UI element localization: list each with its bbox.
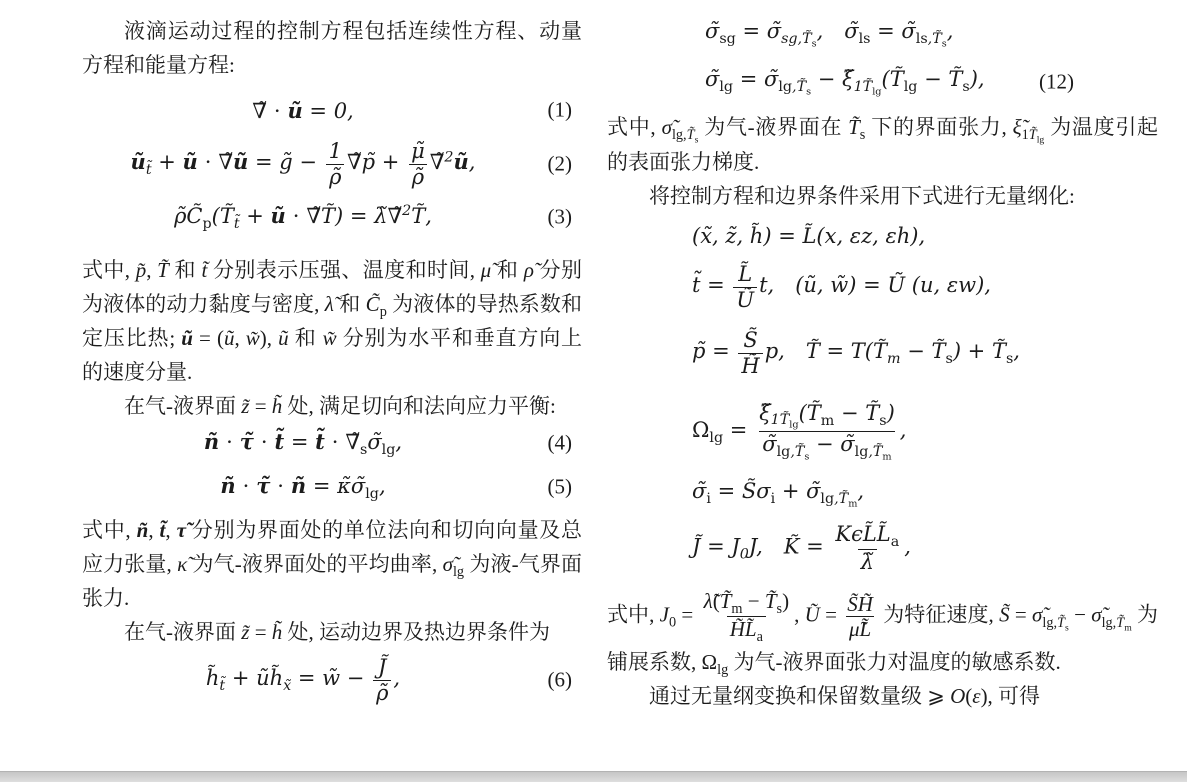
nondim-eq-1: (x̃, z̃, h̃) = L̃(x, εz, εh), bbox=[692, 224, 926, 249]
nondim-equation-coordinates bbox=[607, 221, 1158, 251]
equation-5-number: (5) bbox=[547, 474, 572, 499]
equation-12a: $\sigmã_{sg}$ = $\sigmã_{sg,T̃_s}$, $\sigmã_{ls}$ = $\sigmã_{ls,T̃_s}$, bbox=[705, 18, 954, 50]
paragraph-surface-tension-definitions: 式中, $\sigmã_{lg,T̃_s}$ 为气-液界面在 $T̃_s$ 下的界面张力, $\xĩ_{1T̃_{lg}}$ 为温度引起的表面张力梯度. bbox=[607, 115, 1159, 175]
paragraph-order-of-magnitude: 通过无量纲变换和保留数量级 ⩾ O(ε), 可得 bbox=[649, 683, 1041, 708]
paragraph-characteristic-quantities: 式中, $J_0$ = $\frac{\lambdã(T̃_m - T̃_s)}{H̃L̃_a}$ , Ũ = $\frac{S̃H̃}{\mũL̃}$ 为特征速度, S̃ = $\sigmã_{lg,T̃_s}$ − $\sigmã_{lg,T̃_m}$ 为铺展系数, $\Omega_{lg}$ 为气-液界面张力对温度的敏感系数. bbox=[607, 589, 1159, 678]
equation-1-number: (1) bbox=[547, 97, 572, 122]
equation-6-number: (6) bbox=[547, 667, 572, 692]
equation-3-number: (3) bbox=[547, 204, 572, 229]
equation-12a-row bbox=[607, 14, 1158, 54]
paragraph-symbol-definitions-1: 式中, p̃, T̃ 和 t̃ 分别表示压强、温度和时间, μ̃ 和 ρ̃ 分别为液体的动力黏度与密度, λ̃ 和 $C̃_p$ 为液体的导热系数和定压比热; ũ = (ũ, w̃), ũ 和 w̃ 分别为水平和垂直方向上的速度分量. bbox=[82, 258, 583, 384]
nondim-equation-pressure-temperature bbox=[607, 327, 1158, 379]
equation-2-number: (2) bbox=[547, 151, 572, 176]
equation-1: ∇̃ ⋅ ũ = 0, bbox=[252, 97, 354, 123]
equation-4: ñ ⋅ τ̃ ⋅ t̃ = t̃ ⋅ $\nablã_s\sigmã_{lg}$, bbox=[203, 428, 403, 458]
left-column bbox=[82, 0, 582, 782]
nondim-eq-3: p̃ = $\frac{S̃}{H̃}$ p, T̃ = $T(T̃_m$ − $T̃_s$) + $T̃_s$, bbox=[692, 328, 1020, 378]
equation-12-number: (12) bbox=[1039, 69, 1074, 94]
paragraph-governing-equations-intro: 液滴运动过程的控制方程包括连续性方程、动量方程和能量方程: bbox=[82, 19, 582, 77]
paragraph-boundary-conditions-intro: 在气-液界面 z̃ = h̃ 处, 运动边界及热边界条件为 bbox=[124, 620, 551, 644]
equation-1-row bbox=[82, 88, 582, 132]
equation-2-row bbox=[82, 136, 582, 192]
right-column bbox=[607, 0, 1158, 780]
nondim-equation-sigma bbox=[607, 477, 1158, 511]
equation-6: $h̃_{t̃}$ + $ũh̃_{x̃}$ = w̃ − $\frac{J̃}{\rhõ}$ , bbox=[205, 655, 401, 705]
equation-12b: $\sigmã_{lg}$ = $\sigmã_{lg,T̃_s}$ − $\xĩ_{1T̃_{lg}}(T̃_{lg}$ − $T̃_s$), bbox=[705, 66, 985, 98]
nondim-equation-omega bbox=[607, 395, 1158, 467]
equation-4-row bbox=[82, 423, 582, 463]
nondim-equation-J-K bbox=[607, 521, 1158, 575]
equation-12b-row bbox=[607, 62, 1158, 102]
equation-4-number: (4) bbox=[547, 430, 572, 455]
paragraph-symbol-definitions-2: 式中, ñ, t̃, τ̃ 分别为界面处的单位法向和切向向量及总应力张量, κ̃ 为气-液界面处的平均曲率, $\sigmã_{lg}$ 为液-气界面张力. bbox=[82, 518, 583, 610]
equation-3-row bbox=[82, 195, 582, 239]
equation-6-row bbox=[82, 651, 582, 709]
nondim-eq-2: t̃ = $\frac{L̃}{Ũ}$ t, (ũ, w̃) = Ũ (u, εw), bbox=[692, 262, 991, 312]
nondim-eq-6: J̃ = $J_0J$, K̃ = $\frac{K\epsilon L̃L̃_a}{\lambdã}$ , bbox=[692, 521, 911, 575]
nondim-eq-4: $\Omega_{lg}$ = $\frac{\xĩ_{1T̃_{lg}}(T̃_m - T̃_s)}{\sigmã_{lg,T̃_s} - \sigmã_{lg,T̃_m}}$ , bbox=[692, 400, 907, 462]
paragraph-nondimensionalization-intro: 将控制方程和边界条件采用下式进行无量纲化: bbox=[649, 184, 1075, 209]
equation-5: ñ ⋅ τ̃ ⋅ ñ = $\kappã\sigmã_{lg}$, bbox=[220, 472, 386, 502]
equation-3: $\rhõC̃_p(T̃_{t̃}$ + ũ ⋅ ∇̃T̃) = λ̃∇̃$^2$T̃, bbox=[174, 202, 432, 232]
equation-2: $ũ_{t̃}$ + ũ ⋅ ∇̃ũ = g̃ − $\frac{1}{\rhõ}$ ∇̃p̃ + $\frac{\mũ}{\rhõ}$ ∇̃$^2$ũ, bbox=[130, 139, 476, 189]
nondim-eq-5: $\sigmã_i$ = $S̃\sigma_i$ + $\sigmã_{lg,T̃_m}$, bbox=[692, 479, 865, 510]
horizontal-scrollbar[interactable] bbox=[0, 771, 1187, 782]
equation-5-row bbox=[82, 467, 582, 507]
nondim-equation-time-velocity bbox=[607, 261, 1158, 313]
paragraph-interface-stress-intro: 在气-液界面 z̃ = h̃ 处, 满足切向和法向应力平衡: bbox=[124, 394, 556, 418]
